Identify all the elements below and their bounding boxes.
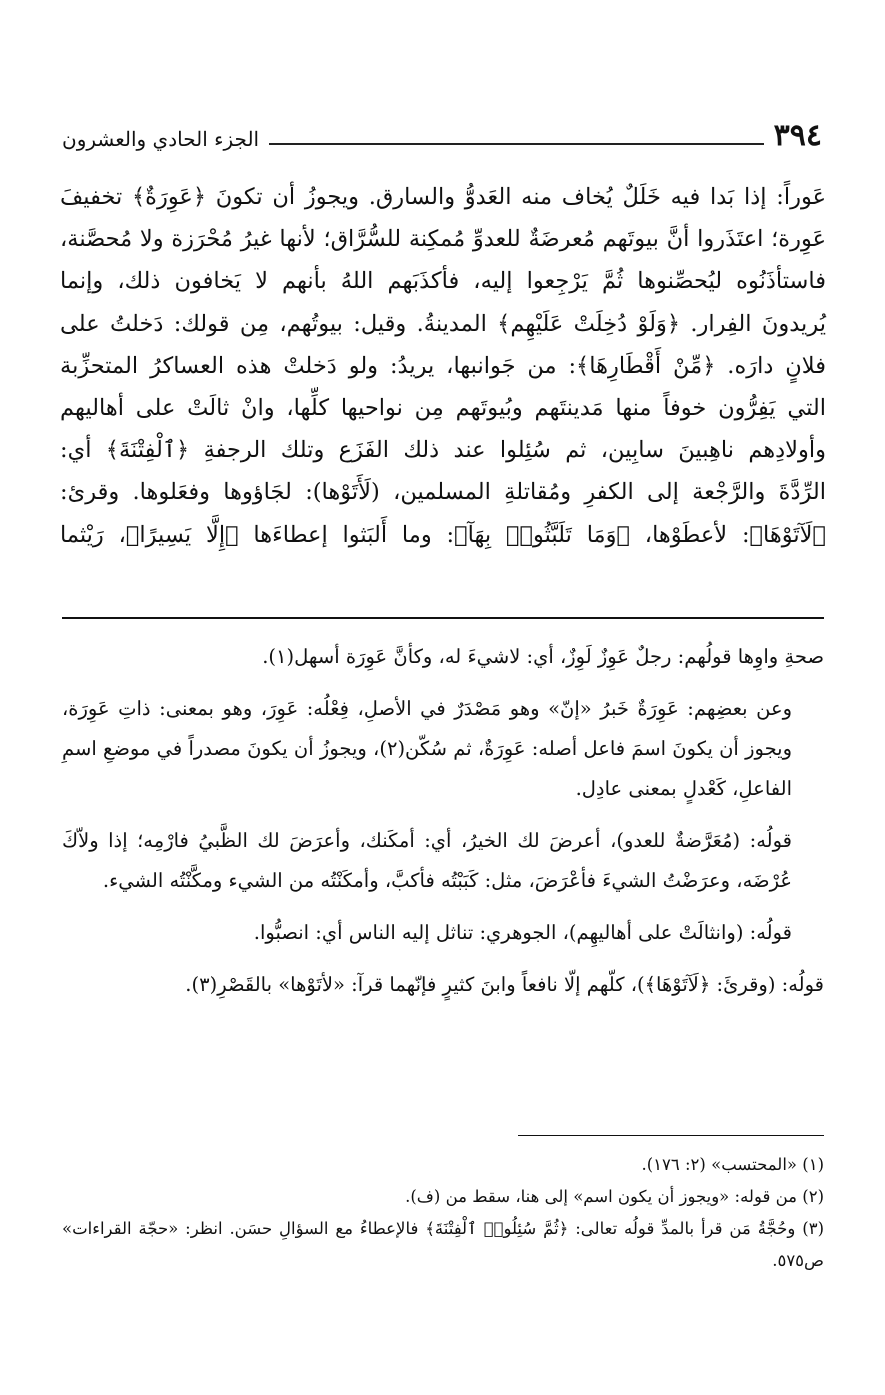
commentary-paragraph: قولُه: (مُعَرَّضةٌ للعدو)، أعرضَ لك الخيرُ، أي: أمكَنك، وأعرَضَ لك الظَّبيُ فارْمِه؛ إذا ولاّكَ عُرْضَه، وعرَضْتُ الشيءَ فأعْرَضَ، مثل: كَبَبْتُه فأكبَّ، وأمكَنْتُه من الشيء ومكَّنْتُه الشيء.: [62, 829, 792, 892]
main-text-line: التي يَفِرُّون خوفاً منها مَدينتَهم وبُيوتَهم مِن نواحيها كلِّها، وانْ ثالَتْ على أهاليهم: [60, 394, 826, 421]
commentary-paragraph: قولُه: (وقرئَ: ﴿لَآتَوْهَا﴾)، كلّهم إلّا نافعاً وابنَ كثيرٍ فإنّهما قرآ: «لأتَوْها» بالقَصْرِ(٣).: [185, 973, 824, 996]
footnotes: [62, 1149, 824, 1277]
commentary-paragraph: قولُه: (وانثالَتْ على أهاليهِم)، الجوهري: تناثل إليه الناس أي: انصبُّوا.: [253, 921, 792, 944]
page-number: ٣٩٤: [773, 118, 822, 153]
main-text-line: الرِّدَّةَ والرَّجْعة إلى الكفرِ ومُقاتلةِ المسلمين، (لَأَتَوْها): لجَاؤوها وفعَلوها. وقرئ:: [60, 479, 826, 506]
footnote-rule: [518, 1135, 824, 1136]
commentary-paragraph: وعن بعضِهم: عَوِرَةٌ خَبرُ «إنّ» وهو مَصْدَرٌ في الأصلِ، فِعْلُه: عَوِرَ، وهو بمعنى: ذاتِ عَوِرَة، ويجوز أن يكونَ اسمَ فاعل أصله: عَوِرَةٌ، ثم سُكّن(٢)، ويجوزُ أن يكونَ مصدراً في موضعِ اسمِ الفاعلِ، كَعْدلٍ بمعنى عادِل.: [62, 697, 793, 800]
commentary: [62, 637, 824, 1017]
running-title: الجزء الحادي والعشرون: [62, 127, 260, 151]
main-text-line: فلانٍ دارَه. ﴿مِّنْ أَقْطَارِهَا﴾: من جَوانبها، يريدُ: ولو دَخلتْ هذه العساكرُ المتحزِّبة: [60, 352, 826, 379]
commentary-paragraph: صحةِ واوِها قولُهم: رجلٌ عَوِزٌ لَوِزٌ، أي: لاشيءَ له، وكأنَّ عَوِرَة أسهل(١).: [262, 645, 824, 668]
main-text-line: فاستأذَنُوه ليُحصِّنوها ثُمَّ يَرْجِعوا إليه، فأكذَبَهم اللهُ بأنهم لا يَخافون ذلك، وإنما: [60, 268, 826, 295]
main-text-line: عَوِرة؛ اعتَذَروا أنَّ بيوتَهم مُعرضَةٌ للعدوِّ مُمكِنة للسُّرَّاق؛ لأنها غيرُ مُحْرَزة ولا مُحصَّنة،: [60, 226, 826, 253]
footnote: (١) «المحتسب» (٢: ١٧٦).: [641, 1155, 824, 1174]
header-rule: [269, 143, 764, 145]
main-text-line: ﴿لَآتَوْهَا﴾: لأعطَوْها، ﴿وَمَا تَلَبَّثُوا۟ بِهَآ﴾: وما أَلبَثوا إعطاءَها ﴿إِلَّا يَسِيرًا﴾، رَيْثما: [60, 521, 826, 548]
footnote: (٢) من قوله: «ويجوز أن يكون اسم» إلى هنا، سقط من (ف).: [405, 1187, 824, 1206]
footnote: (٣) وحُجَّةُ مَن قرأ بالمدِّ قولُه تعالى: ﴿ثُمَّ سُئِلُوا۟ ٱلْفِتْنَةَ﴾ فالإعطاءُ مع السؤالِ حسَن. انظر: «حجّة القراءات» ص٥٧٥.: [62, 1219, 824, 1270]
main-text-line: يُريدونَ الفِرار. ﴿وَلَوْ دُخِلَتْ عَلَيْهِم﴾ المدينةُ. وقيل: بيوتُهم، مِن قولك: دَخلتُ على: [60, 310, 826, 337]
main-text-divider: [62, 617, 824, 619]
main-text-line: عَوراً: إذا بَدا فيه خَلَلٌ يُخاف منه العَدوُّ والسارق. ويجوزُ أن تكونَ ﴿عَوِرَةٌ﴾ تخفيفَ: [60, 184, 826, 210]
main-text-line: وأولادِهم ناهِبينَ سابِين، ثم سُئِلوا عند ذلك الفَزَع وتلك الرجفةِ ﴿ٱلْفِتْنَةَ﴾ أي:: [60, 437, 826, 464]
main-text: [60, 176, 826, 556]
page-header: [62, 108, 822, 156]
